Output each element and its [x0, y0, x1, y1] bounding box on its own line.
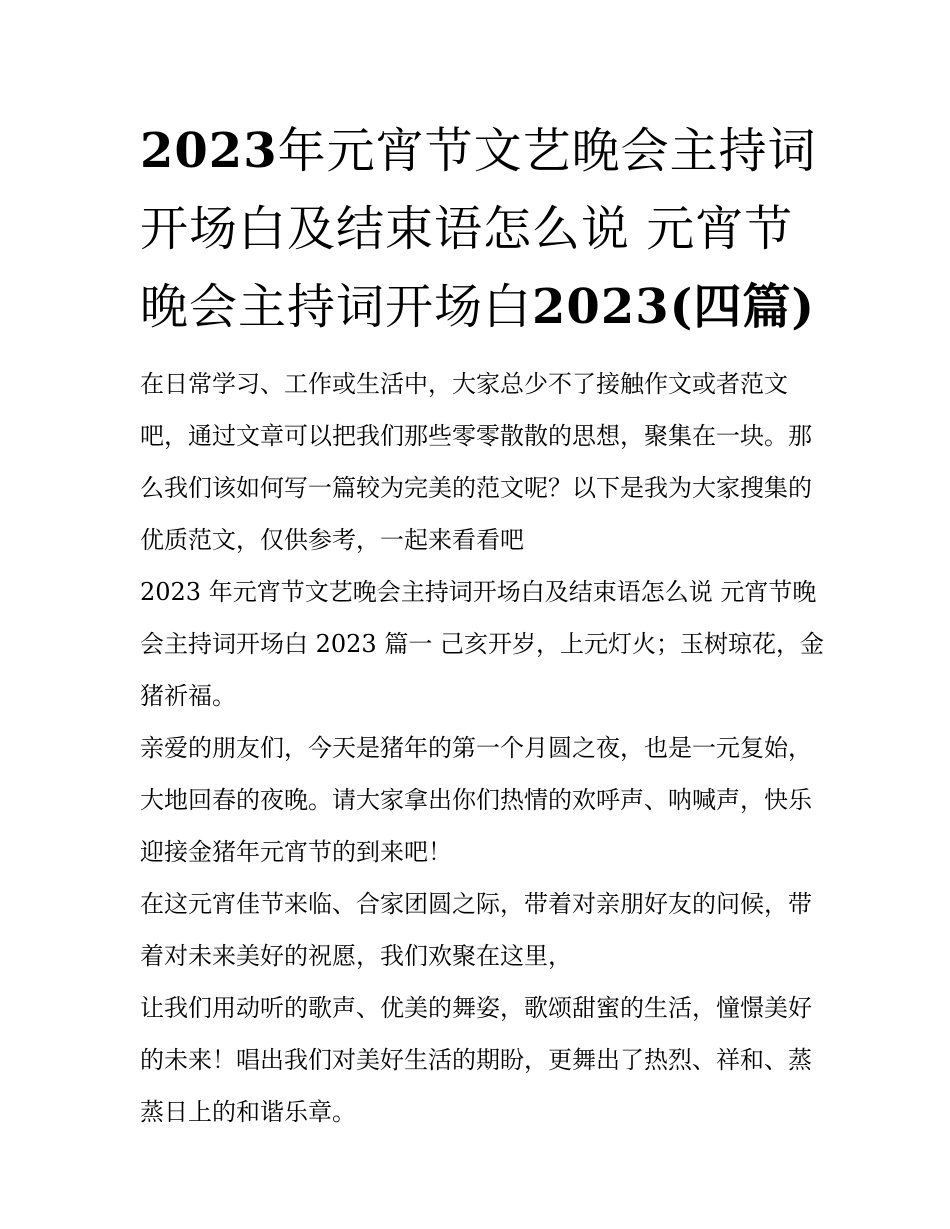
title-year: 2023 — [140, 123, 278, 179]
paragraph-intro: 在日常学习、工作或生活中，大家总少不了接触作文或者范文吧，通过文章可以把我们那些零零散散的思想，聚集在一块。那么我们该如何写一篇较为完美的范文呢？以下是我为大家搜集的优质范文，仅供参考，一起来看看吧 — [140, 370, 812, 554]
document-body — [140, 358, 830, 1138]
paragraph-opening: 2023 年元宵节文艺晚会主持词开场白及结束语怎么说 元宵节晚会主持词开场白 2023 篇一 己亥开岁，上元灯火；玉树琼花，金猪祈福。 — [140, 578, 824, 710]
paragraph-reunion: 在这元宵佳节来临、合家团圆之际，带着对亲朋好友的问候，带着对未来美好的祝愿，我们欢聚在这里， — [140, 890, 812, 970]
paragraph-celebration: 让我们用动听的歌声、优美的舞姿，歌颂甜蜜的生活，憧憬美好的未来！唱出我们对美好生活的期盼，更舞出了热烈、祥和、蒸蒸日上的和谐乐章。 — [140, 994, 812, 1126]
title-year-2: 2023 — [532, 279, 670, 335]
title-text: 年元宵节文艺晚会主持词开场白及结束语怎么说 元宵节晚会主持词开场白 — [140, 123, 817, 335]
paragraph-greeting: 亲爱的朋友们，今天是猪年的第一个月圆之夜，也是一元复始，大地回春的夜晚。请大家拿出你们热情的欢呼声、呐喊声，快乐迎接金猪年元宵节的到来吧！ — [140, 734, 812, 866]
document-title — [140, 112, 830, 346]
title-suffix: (四篇) — [669, 279, 816, 335]
